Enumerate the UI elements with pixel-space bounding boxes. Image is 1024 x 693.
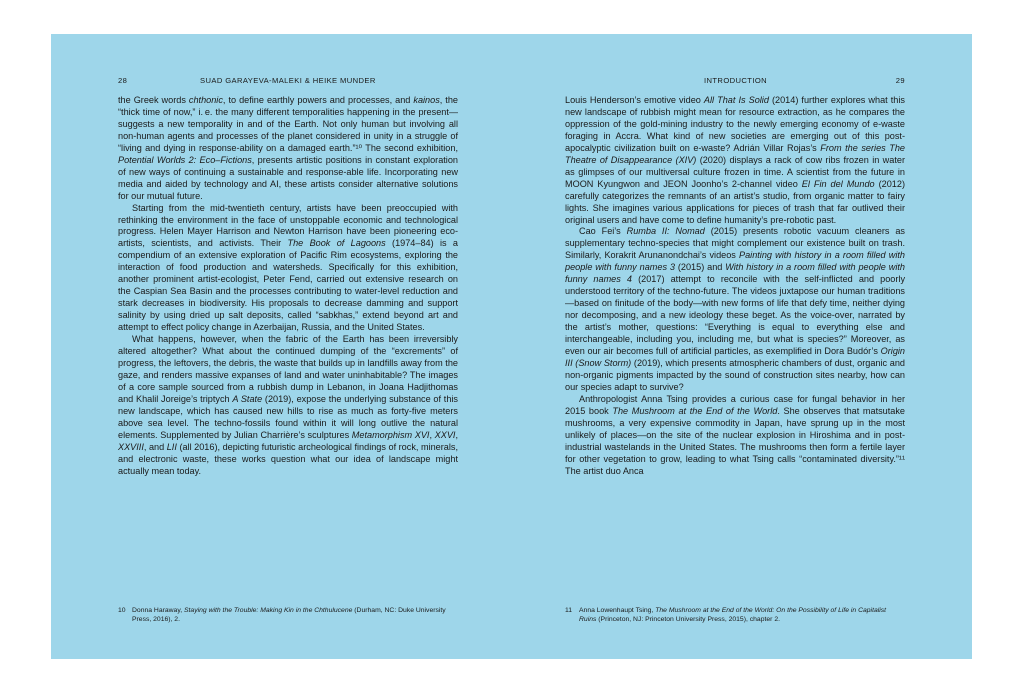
running-head — [565, 76, 905, 86]
footnote-number: 11 — [565, 607, 573, 614]
footnote — [118, 606, 458, 624]
italic-title: The Mushroom at the End of the World: On the Possibility of Life in Capitalist Ruins — [579, 607, 887, 623]
italic-title: With history in a room filled with people with funny names 4 — [565, 262, 905, 285]
italic-title: The Book of Lagoons — [287, 238, 386, 249]
footnote — [565, 606, 905, 624]
italic-title: Origin III (Snow Storm) — [565, 346, 905, 368]
italic-title: A State — [232, 393, 263, 404]
footnote-number: 10 — [118, 607, 126, 614]
italic-title: kainos — [413, 95, 440, 105]
body-text — [118, 95, 458, 478]
italic-title: Staying with the Trouble: Making Kin in the Chthulucene — [184, 607, 353, 614]
italic-title: Potential Worlds 2: Eco–Fictions — [118, 154, 252, 165]
body-text — [565, 95, 905, 478]
running-head-title: SUAD GARAYEVA-MALEKI & HEIKE MUNDER — [200, 76, 376, 85]
footnote-text: Donna Haraway, Staying with the Trouble: Making Kin in the Chthulucene (Durham, NC: Duke University Press, 2016), 2. — [132, 607, 446, 623]
italic-title: From the series The Theatre of Disappearance (XIV) — [565, 142, 905, 165]
page-number: 29 — [895, 76, 905, 85]
paragraph: Louis Henderson’s emotive video All That Is Solid (2014) further explores what this new landscape of rubbish might mean for resource extraction, as he compares the oppression of the gold-mining industry to the newly emerging economy of e-waste foraging in Accra. What kind of new societies are emerging out of this post-apocalyptic civilization built on e-waste? Adrián Villar Rojas’s From the series The Theatre of Disappearance (XIV) (2020) displays a rack of cow ribs frozen in water as glimpses of our multiversal culture frozen in time. A scientist from the future in MOON Kyungwon and JEON Joonho’s 2-channel video El Fin del Mundo (2012) carefully categorizes the remnants of an artist’s studio, from organic matter to fairy lights. She imagines various applications for pieces of trash that far outlived their original users and have come to define humanity’s pre-robotic past. — [565, 95, 905, 225]
italic-title: XXVIII — [118, 441, 144, 452]
italic-title: XXVI — [434, 429, 456, 440]
paragraph: Starting from the mid-twentieth century, artists have been preoccupied with rethinking the environment in the face of unstoppable economic and technological progress. Helen Mayer Harrison and Newton Harrison have been pioneering eco-artists, scientists, and activists. Their The Book of Lagoons (1974–84) is a compendium of an extensive exploration of Pacific Rim ecosystems, exploring the interaction of food production and watersheds. Specifically for this exhibition, another prominent artist-ecologist, Peter Fend, carried out extensive research on the Caspian Sea Basin and the processes contributing to water-level reduction and stark decreases in biodiversity. His proposals to decrease damming and support salinity by using dried up salt deposits, called “sabkhas,” extend beyond art and attempt to effect policy change in Azerbaijan, Russia, and the United States. — [118, 202, 458, 333]
italic-title: Painting with history in a room filled with people with funny names 3 — [565, 250, 905, 273]
italic-title: chthonic — [188, 95, 223, 105]
italic-title: Rumba II: Nomad — [626, 226, 705, 237]
book-spread — [51, 34, 972, 659]
paragraph: Cao Fei’s Rumba II: Nomad (2015) presents robotic vacuum cleaners as supplementary techno-species that might complement our existence built on trash. Similarly, Korakrit Arunanondchai’s videos Painting with history in a room filled with people with funny names 3 (2015) and With history in a room filled with people with funny names 4 (2017) attempt to reconcile with the self-inflicted and poorly understood territory of the techno-future. The videos juxtapose our human traditions—based on finitude of the body—with new forms of life that defy time, neither dying nor decomposing, and a new ideology these beget. As the voice-over, narrated by the artist’s mother, questions: “Everything is equal to everything else and interchangeable, including you, including me, but what is species?” Moreover, as even our air becomes full of artificial particles, as exemplified in Dora Budór’s Origin III (Snow Storm) (2019), which presents atmospheric chambers of dust, organic and non-organic pigments impacted by the sound of construction sites nearby, how can our species adapt to survive? — [565, 226, 906, 392]
italic-title: El Fin del Mundo — [801, 178, 875, 189]
right-page — [565, 34, 905, 659]
paragraph: What happens, however, when the fabric of the Earth has been irreversibly altered altogether? What about the continued dumping of the “excrements” of progress, the leftovers, the debris, the waste that builds up in landfills away from the gaze, and renders massive expanses of land and water uninhabitable? The images of a core sample sourced from a rubbish dump in Lebanon, in Joana Hadjithomas and Khalil Joreige’s triptych A State (2019), expose the underlying substance of this new landscape, which has caused new hills to rise as much as forty-five meters above sea level. The techno-fossils found within it will long outlive the natural elements. Supplemented by Julian Charrière’s sculptures Metamorphism XVI, XXVI, XXVIII, and LII (all 2016), depicting futuristic archeological findings of rock, minerals, and electronic waste, these works question what our idea of landscape might actually mean today. — [118, 334, 459, 476]
page-number: 28 — [118, 76, 128, 85]
footnote-text: Anna Lowenhaupt Tsing, The Mushroom at the End of the World: On the Possibility of Life in Capitalist Ruins (Princeton, NJ: Princeton University Press, 2015), chapter 2. — [579, 607, 887, 623]
italic-title: The Mushroom at the End of the World — [612, 405, 778, 416]
italic-title: All That Is Solid — [703, 95, 769, 105]
italic-title: Metamorphism XVI — [351, 429, 430, 440]
italic-title: LII — [166, 441, 177, 452]
running-head-title: INTRODUCTION — [704, 76, 768, 85]
paragraph: Anthropologist Anna Tsing provides a curious case for fungal behavior in her 2015 book The Mushroom at the End of the World. She observes that matsutake mushrooms, a very expensive commodity in Japan, have sprung up in the most unlikely of places—on the site of the nuclear explosion in Hiroshima and in post-industrial wastelands in the United States. The mushrooms then form a fertile layer for other vegetation to grow, leading to what Tsing calls “contaminated diversity.”¹¹ The artist duo Anca — [565, 393, 905, 476]
left-page — [118, 34, 458, 659]
running-head — [118, 76, 458, 86]
paragraph: the Greek words chthonic, to define earthly powers and processes, and kainos, the “thick time of now,” i. e. the many different temporalities happening in the present—suggests a new temporality in and of the Earth. Not only human but involving all non-human agents and processes of the planet considered in unity in a struggle of “living and dying in response-ability on a damaged earth.”¹⁰ The second exhibition, Potential Worlds 2: Eco–Fictions, presents artistic positions in constant exploration of new ways of continuing a sustainable and response-able life. Incorporating new media and aided by technology and AI, these artists consider alternative solutions for our mutual future. — [118, 95, 458, 201]
